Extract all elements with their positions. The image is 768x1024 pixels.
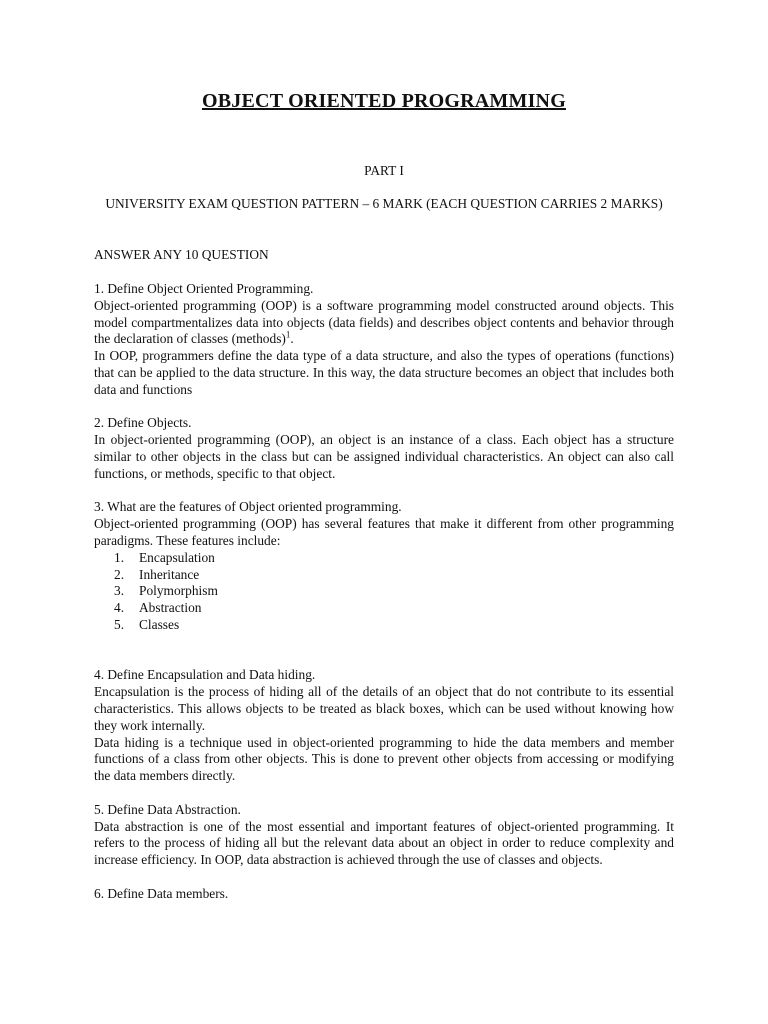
list-item [94,567,674,584]
spacer [94,869,674,886]
page-title: OBJECT ORIENTED PROGRAMMING [202,90,566,112]
question-4-answer-p1: Encapsulation is the process of hiding all of the details of an object that do not contribute to its essential characteristics. This allows objects to be treated as black boxes, which can be used without knowing how they work internally. [94,684,674,733]
spacer [94,483,674,500]
question-1-answer-p2: In OOP, programmers define the data type of a data structure, and also the types of operations (functions) that can be applied to the data structure. In this way, the data structure becomes an object that includes both data and functions [94,348,674,397]
question-3-title: 3. What are the features of Object oriented programming. [94,499,402,515]
list-item [94,583,674,600]
question-1-answer-p1 [94,298,674,348]
list-item-label: Encapsulation [139,549,215,565]
question-5 [94,802,674,869]
list-item-label: Inheritance [139,566,200,582]
question-4-title: 4. Define Encapsulation and Data hiding. [94,667,316,683]
list-item [94,617,674,634]
list-item-number: 4. [114,600,125,616]
spacer [94,785,674,802]
question-1-answer-p1-text: Object-oriented programming (OOP) is a software programming model constructed around objects. This model compartmentalizes data into objects (data fields) and describes object contents and behavior through the declaration of classes (methods) [94,297,674,347]
question-1-answer-p1-end: . [290,331,294,347]
list-item-label: Classes [139,616,180,632]
list-item-label: Polymorphism [139,583,218,599]
list-item-number: 1. [114,549,125,565]
list-item-label: Abstraction [139,600,202,616]
list-item-number: 5. [114,616,125,632]
question-2 [94,415,674,482]
list-item [94,550,674,567]
question-5-answer-p1: Data abstraction is one of the most essential and important features of object-oriented programming. It refers to the process of hiding all but the relevant data about an object in order to reduce complexity and increase efficiency. In OOP, data abstraction is achieved through the use of classes and objects. [94,818,674,868]
question-6 [94,886,674,903]
question-2-answer-p1: In object-oriented programming (OOP), an object is an instance of a class. Each object has a structure similar to other objects in the class but can be assigned individual characteristics. An object can also call functions, or methods, specific to that object. [94,432,674,481]
spacer [94,634,674,668]
question-4-answer-p2: Data hiding is a technique used in object-oriented programming to hide the data members and member functions of a class from other objects. This is done to prevent other objects from accessing or modifying the data members directly. [94,734,674,784]
list-item [94,600,674,617]
spacer [94,399,674,416]
question-1 [94,281,674,399]
list-item-number: 3. [114,583,125,599]
footnote-marker: 1 [285,329,291,340]
list-item-number: 2. [114,566,125,582]
questions-section [94,281,674,902]
instruction-text: ANSWER ANY 10 QUESTION [94,247,269,262]
question-1-title: 1. Define Object Oriented Programming. [94,281,314,296]
question-2-title: 2. Define Objects. [94,415,192,431]
question-5-title: 5. Define Data Abstraction. [94,801,241,817]
part-heading: PART I [364,163,404,178]
exam-pattern-heading: UNIVERSITY EXAM QUESTION PATTERN – 6 MARK (EACH QUESTION CARRIES 2 MARKS) [105,196,663,211]
features-list [94,550,674,634]
question-4 [94,667,674,785]
question-3 [94,499,674,633]
question-6-title: 6. Define Data members. [94,885,229,901]
question-3-answer-p1: Object-oriented programming (OOP) has several features that make it different from other programming paradigms. These features include: [94,516,674,548]
